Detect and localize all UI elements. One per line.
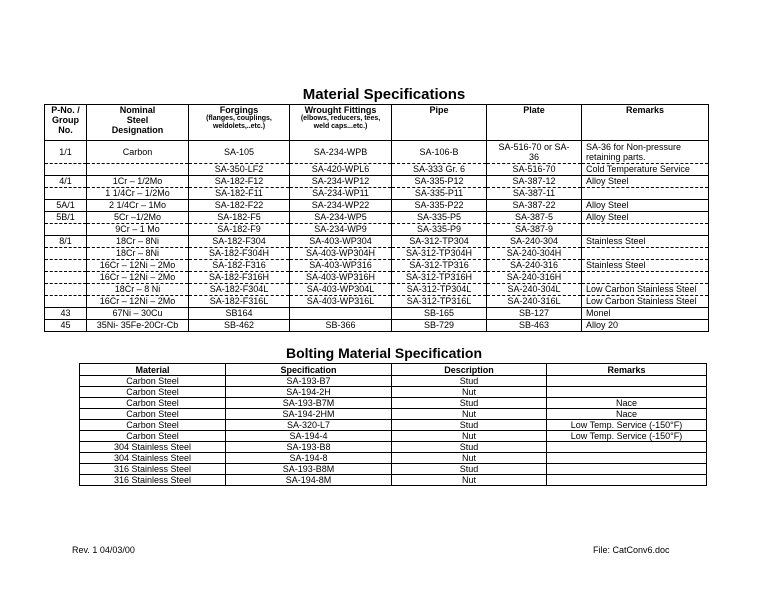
forgings-cell: SA-182-F304H: [189, 248, 290, 260]
bolting-description-cell: Stud: [392, 420, 547, 431]
pno-cell: [45, 296, 87, 308]
bolting-header-material: Material: [80, 364, 226, 376]
pno-cell: [45, 272, 87, 284]
forgings-cell: SA-182-F316H: [189, 272, 290, 284]
designation-cell: 18Cr – 8 Ni: [87, 284, 189, 296]
table-row: [45, 284, 709, 296]
table-row: [80, 453, 707, 464]
table-row: [80, 475, 707, 486]
table-row: [45, 236, 709, 248]
wrought-cell: SA-234-WP5: [290, 212, 392, 224]
pipe-cell: SA-335-P5: [392, 212, 487, 224]
bolting-material-cell: 304 Stainless Steel: [80, 442, 226, 453]
plate-cell: SA-240-304H: [487, 248, 582, 260]
bolting-description-cell: Nut: [392, 453, 547, 464]
pipe-cell: SA-335-P9: [392, 224, 487, 236]
plate-cell: SB-463: [487, 320, 582, 332]
bolting-spec-cell: SA-320-L7: [226, 420, 392, 431]
remarks-cell: [582, 224, 709, 236]
header-nominal-steel: Nominal Steel Designation: [87, 105, 189, 141]
remarks-cell: Alloy Steel: [582, 212, 709, 224]
table-row: [80, 431, 707, 442]
pno-cell: [45, 188, 87, 200]
designation-cell: 16Cr – 12Ni – 2Mo: [87, 260, 189, 272]
wrought-cell: [290, 308, 392, 320]
plate-cell: SA-387-11: [487, 188, 582, 200]
header-plate: Plate: [487, 105, 582, 141]
pipe-cell: SA-312-TP304H: [392, 248, 487, 260]
designation-cell: 1Cr – 1/2Mo: [87, 176, 189, 188]
pno-cell: 8/1: [45, 236, 87, 248]
plate-cell: SA-387-12: [487, 176, 582, 188]
header-forgings: Forgings (flanges, couplings, weldolets,..etc.): [189, 105, 290, 141]
pipe-cell: SA-312-TP316: [392, 260, 487, 272]
table-row: [45, 272, 709, 284]
wrought-cell: SA-234-WP11: [290, 188, 392, 200]
pno-cell: [45, 248, 87, 260]
forgings-cell: SA-350-LF2: [189, 164, 290, 176]
forgings-cell: SA-182-F22: [189, 200, 290, 212]
plate-cell: SA-387-22: [487, 200, 582, 212]
bolting-spec-cell: SA-194-2HM: [226, 409, 392, 420]
bolting-spec-cell: SA-193-B7: [226, 376, 392, 387]
bolting-material-cell: Carbon Steel: [80, 409, 226, 420]
remarks-cell: Low Carbon Stainless Steel: [582, 284, 709, 296]
pno-cell: 5B/1: [45, 212, 87, 224]
bolting-spec-cell: SA-194-4: [226, 431, 392, 442]
pipe-cell: SA-312-TP316L: [392, 296, 487, 308]
forgings-cell: SA-105: [189, 141, 290, 164]
bolting-remarks-cell: [547, 387, 707, 398]
bolting-material-cell: Carbon Steel: [80, 387, 226, 398]
table-row: [80, 398, 707, 409]
bolting-remarks-cell: [547, 442, 707, 453]
material-specifications-table: [44, 104, 709, 332]
table-row: [80, 376, 707, 387]
file-name-footer: File: CatConv6.doc: [593, 545, 670, 555]
table-row: [45, 296, 709, 308]
bolting-description-cell: Stud: [392, 398, 547, 409]
bolting-material-cell: Carbon Steel: [80, 431, 226, 442]
remarks-cell: Stainless Steel: [582, 236, 709, 248]
material-specifications-title: Material Specifications: [302, 86, 466, 103]
table-row: [45, 320, 709, 332]
remarks-cell: Low Carbon Stainless Steel: [582, 296, 709, 308]
remarks-cell: [582, 272, 709, 284]
table-row: [45, 141, 709, 164]
remarks-cell: SA-36 for Non-pressure retaining parts.: [582, 141, 709, 164]
forgings-cell: SA-182-F11: [189, 188, 290, 200]
forgings-cell: SA-182-F9: [189, 224, 290, 236]
pipe-cell: SA-312-TP304: [392, 236, 487, 248]
bolting-spec-cell: SA-194-8M: [226, 475, 392, 486]
bolting-material-cell: 304 Stainless Steel: [80, 453, 226, 464]
forgings-cell: SA-182-F5: [189, 212, 290, 224]
bolting-description-cell: Nut: [392, 409, 547, 420]
table-row: [45, 248, 709, 260]
bolting-remarks-cell: [547, 453, 707, 464]
wrought-cell: SA-234-WP9: [290, 224, 392, 236]
bolting-material-cell: Carbon Steel: [80, 420, 226, 431]
pno-cell: 43: [45, 308, 87, 320]
remarks-cell: [582, 248, 709, 260]
wrought-cell: SA-403-WP316L: [290, 296, 392, 308]
remarks-cell: [582, 188, 709, 200]
pno-cell: 45: [45, 320, 87, 332]
pno-cell: 5A/1: [45, 200, 87, 212]
remarks-cell: Alloy Steel: [582, 200, 709, 212]
table-row: [45, 164, 709, 176]
wrought-cell: SA-403-WP304L: [290, 284, 392, 296]
bolting-specification-title: Bolting Material Specification: [285, 345, 483, 361]
bolting-description-cell: Nut: [392, 475, 547, 486]
forgings-cell: SA-182-F316: [189, 260, 290, 272]
wrought-cell: SA-234-WPB: [290, 141, 392, 164]
bolting-description-cell: Stud: [392, 376, 547, 387]
bolting-remarks-cell: [547, 464, 707, 475]
wrought-cell: SA-234-WP22: [290, 200, 392, 212]
revision-footer: Rev. 1 04/03/00: [72, 545, 135, 555]
designation-cell: 5Cr –1/2Mo: [87, 212, 189, 224]
plate-cell: SA-387-5: [487, 212, 582, 224]
designation-cell: 18Cr – 8Ni: [87, 248, 189, 260]
plate-cell: SA-516-70: [487, 164, 582, 176]
wrought-cell: SA-234-WP12: [290, 176, 392, 188]
pipe-cell: SA-335-P22: [392, 200, 487, 212]
bolting-remarks-cell: Low Temp. Service (-150°F): [547, 420, 707, 431]
plate-cell: SA-240-304: [487, 236, 582, 248]
header-pno: P-No. / Group No.: [45, 105, 87, 141]
designation-cell: 2 1/4Cr – 1Mo: [87, 200, 189, 212]
table-row: [45, 212, 709, 224]
pno-cell: [45, 224, 87, 236]
designation-cell: 16Cr – 12Ni – 2Mo: [87, 272, 189, 284]
bolting-remarks-cell: [547, 376, 707, 387]
bolting-spec-cell: SA-193-B8: [226, 442, 392, 453]
pipe-cell: SB-165: [392, 308, 487, 320]
table-row: [45, 260, 709, 272]
bolting-header-specification: Specification: [226, 364, 392, 376]
bolting-spec-cell: SA-193-B7M: [226, 398, 392, 409]
bolting-specification-table: [79, 363, 707, 486]
bolting-material-cell: Carbon Steel: [80, 398, 226, 409]
bolting-spec-cell: SA-193-B8M: [226, 464, 392, 475]
designation-cell: 18Cr – 8Ni: [87, 236, 189, 248]
remarks-cell: Stainless Steel: [582, 260, 709, 272]
bolting-material-cell: 316 Stainless Steel: [80, 464, 226, 475]
plate-cell: SA-240-304L: [487, 284, 582, 296]
designation-cell: 16Cr – 12Ni – 2Mo: [87, 296, 189, 308]
pipe-cell: SA-335-P12: [392, 176, 487, 188]
pno-cell: [45, 284, 87, 296]
wrought-cell: SA-403-WP304H: [290, 248, 392, 260]
pno-cell: 1/1: [45, 141, 87, 164]
bolting-remarks-cell: [547, 475, 707, 486]
table-row: [80, 409, 707, 420]
plate-cell: SA-240-316: [487, 260, 582, 272]
pno-cell: 4/1: [45, 176, 87, 188]
plate-cell: SA-516-70 or SA-36: [487, 141, 582, 164]
remarks-cell: Alloy 20: [582, 320, 709, 332]
pipe-cell: SA-335-P11: [392, 188, 487, 200]
bolting-header-remarks: Remarks: [547, 364, 707, 376]
pipe-cell: SA-312-TP304L: [392, 284, 487, 296]
wrought-cell: SB-366: [290, 320, 392, 332]
bolting-description-cell: Stud: [392, 464, 547, 475]
table-row: [80, 464, 707, 475]
pipe-cell: SA-312-TP316H: [392, 272, 487, 284]
designation-cell: 9Cr – 1 Mo: [87, 224, 189, 236]
forgings-cell: SA-182-F316L: [189, 296, 290, 308]
remarks-cell: Cold Temperature Service: [582, 164, 709, 176]
bolting-remarks-cell: Nace: [547, 409, 707, 420]
table-row: [80, 442, 707, 453]
header-wrought-fittings: Wrought Fittings (elbows, reducers, tees, weld caps...etc.): [290, 105, 392, 141]
remarks-cell: Monel: [582, 308, 709, 320]
forgings-cell: SB164: [189, 308, 290, 320]
bolting-description-cell: Nut: [392, 387, 547, 398]
header-pipe: Pipe: [392, 105, 487, 141]
designation-cell: 67Ni – 30Cu: [87, 308, 189, 320]
forgings-cell: SA-182-F304: [189, 236, 290, 248]
plate-cell: SA-387-9: [487, 224, 582, 236]
table-row: [45, 176, 709, 188]
plate-cell: SA-240-316H: [487, 272, 582, 284]
pipe-cell: SA-106-B: [392, 141, 487, 164]
bolting-remarks-cell: Nace: [547, 398, 707, 409]
forgings-cell: SA-182-F304L: [189, 284, 290, 296]
designation-cell: Carbon: [87, 141, 189, 164]
bolting-header-description: Description: [392, 364, 547, 376]
pipe-cell: SB-729: [392, 320, 487, 332]
pipe-cell: SA-333 Gr. 6: [392, 164, 487, 176]
table-row: [45, 308, 709, 320]
table-row: [45, 224, 709, 236]
wrought-cell: SA-420-WPL6: [290, 164, 392, 176]
bolting-material-cell: 316 Stainless Steel: [80, 475, 226, 486]
table-row: [45, 200, 709, 212]
table-row: [45, 188, 709, 200]
designation-cell: 35Ni- 35Fe-20Cr-Cb: [87, 320, 189, 332]
wrought-cell: SA-403-WP304: [290, 236, 392, 248]
pno-cell: [45, 260, 87, 272]
bolting-spec-cell: SA-194-2H: [226, 387, 392, 398]
pno-cell: [45, 164, 87, 176]
bolting-material-cell: Carbon Steel: [80, 376, 226, 387]
forgings-cell: SA-182-F12: [189, 176, 290, 188]
plate-cell: SA-240-316L: [487, 296, 582, 308]
wrought-cell: SA-403-WP316: [290, 260, 392, 272]
table-row: [80, 420, 707, 431]
remarks-cell: Alloy Steel: [582, 176, 709, 188]
table-row: [80, 387, 707, 398]
bolting-remarks-cell: Low Temp. Service (-150°F): [547, 431, 707, 442]
bolting-description-cell: Stud: [392, 442, 547, 453]
plate-cell: SB-127: [487, 308, 582, 320]
wrought-cell: SA-403-WP316H: [290, 272, 392, 284]
designation-cell: 1 1/4Cr – 1/2Mo: [87, 188, 189, 200]
forgings-cell: SB-462: [189, 320, 290, 332]
bolting-description-cell: Nut: [392, 431, 547, 442]
bolting-spec-cell: SA-194-8: [226, 453, 392, 464]
header-remarks: Remarks: [582, 105, 709, 141]
designation-cell: [87, 164, 189, 176]
